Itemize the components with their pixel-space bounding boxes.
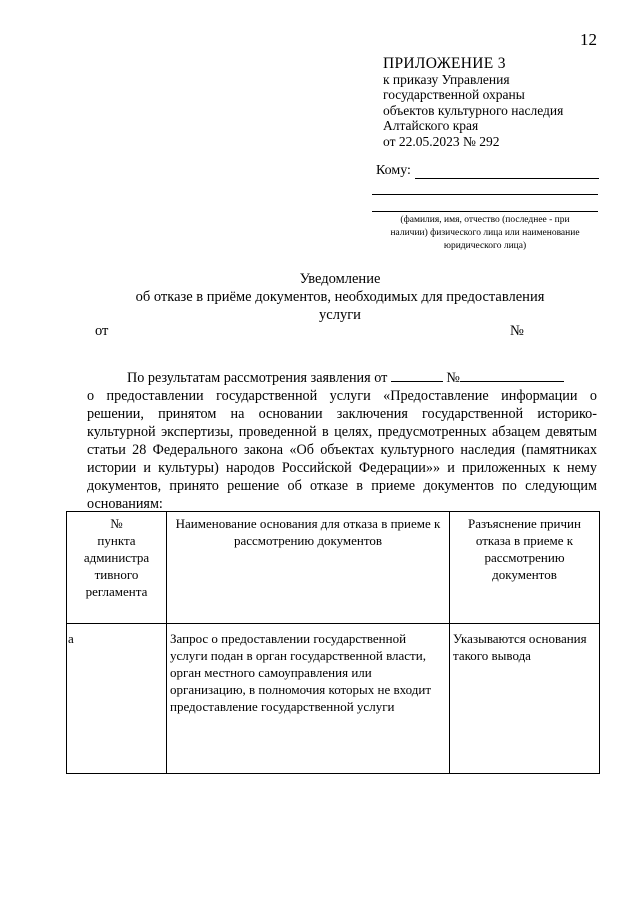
body-intro-text: По результатам рассмотрения заявления от	[127, 370, 388, 386]
header-point-number	[67, 512, 167, 624]
hint-line: юридического лица)	[443, 241, 527, 251]
number-blank	[460, 368, 564, 382]
recipient-hint	[372, 214, 598, 253]
table-row	[67, 624, 600, 774]
recipient-field	[376, 163, 599, 179]
recipient-rule	[372, 194, 598, 195]
appendix-line: объектов культурного наследия	[383, 102, 564, 118]
cell-explanation: Указываются основания такого вывода	[450, 624, 600, 774]
body-paragraph	[87, 368, 597, 513]
appendix-order-ref: от 22.05.2023 № 292	[383, 133, 500, 149]
notice-title	[100, 270, 580, 324]
appendix-heading: ПРИЛОЖЕНИЕ 3	[383, 55, 506, 72]
notice-number-label: №	[510, 323, 524, 339]
cell-point: а	[67, 624, 167, 774]
header-explanation: Разъяснение причин отказа в приеме к рассмотрению документов	[450, 512, 600, 624]
recipient-label: Кому:	[376, 163, 411, 178]
body-rest: о предоставлении государственной услуги «Предоставление информации о решении, принятом на основании заключения государственной историко-культурной экспертизы, проведенной в целях, предусмотренных абзацем девятым статьи 28 Федерального закона «Об объектах культурного наследия (памятниках истории и культуры) народов Российской Федерации»» и приложенных к нему документов, принято решение об отказе в приеме документов по следующим основаниям:	[87, 388, 597, 512]
table-header-row	[67, 512, 600, 624]
body-intro-no: №	[446, 370, 460, 386]
appendix-line: Алтайского края	[383, 118, 479, 133]
header-line: регламента	[85, 584, 148, 599]
header-reason: Наименование основания для отказа в приеме к рассмотрению документов	[167, 512, 450, 624]
recipient-blank	[415, 164, 599, 179]
body-intro	[87, 368, 597, 387]
notice-title-line: Уведомление	[299, 271, 381, 287]
header-line: администра	[83, 550, 150, 565]
date-blank	[391, 368, 443, 382]
page-number: 12	[580, 30, 597, 49]
reasons-table	[66, 511, 600, 774]
appendix-line: к приказу Управления	[383, 71, 510, 87]
notice-title-line: об отказе в приёме документов, необходимых для предоставления	[135, 289, 545, 305]
recipient-rule	[372, 211, 598, 212]
hint-line: (фамилия, имя, отчество (последнее - при	[400, 215, 570, 225]
header-line: пункта	[97, 533, 136, 548]
appendix-line: государственной охраны	[383, 87, 525, 102]
header-line: №	[110, 516, 123, 531]
appendix-header	[383, 56, 563, 149]
header-line: тивного	[94, 567, 139, 582]
notice-date-label: от	[95, 323, 109, 339]
hint-line: наличии) физического лица или наименование	[390, 228, 580, 238]
notice-title-line: услуги	[319, 307, 361, 323]
cell-reason: Запрос о предоставлении государственной услуги подан в орган государственной власти, орган местного самоуправления или организацию, в полномочия которых не входит предоставление государственной услуги	[167, 624, 450, 774]
